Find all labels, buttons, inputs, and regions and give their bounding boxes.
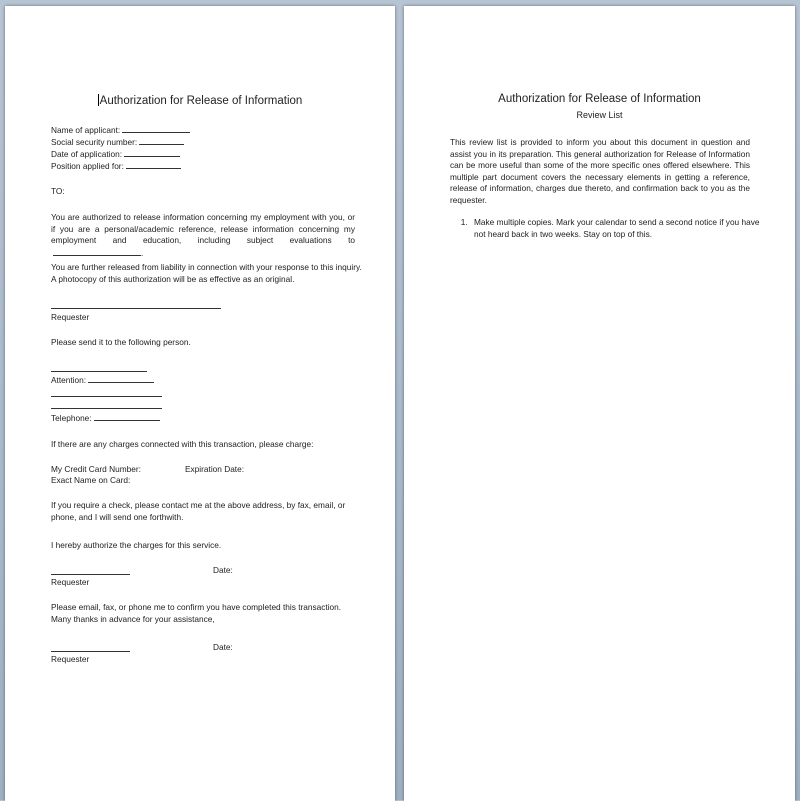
field-position-applied-for: Position applied for: <box>51 160 181 173</box>
address-line-1[interactable] <box>51 396 162 397</box>
check-paragraph: If you require a check, please contact me at the above address, by fax, email, or phone, and I will send one forthwith. <box>51 500 346 522</box>
document-page-1 <box>5 6 395 801</box>
signature-line-1[interactable] <box>51 308 221 309</box>
blank-line[interactable] <box>94 412 160 421</box>
blank-line[interactable] <box>126 160 181 169</box>
requester-label-1: Requester <box>51 312 90 322</box>
requester-label-2: Requester <box>51 577 90 587</box>
date-label-2: Date: <box>213 642 233 652</box>
review-list <box>450 217 770 240</box>
authorize-charges-text: I hereby authorize the charges for this service. <box>51 540 222 550</box>
blank-line[interactable] <box>53 247 141 256</box>
blank-line[interactable] <box>122 124 190 133</box>
text-cursor <box>98 94 99 106</box>
signature-line-2[interactable] <box>51 574 130 575</box>
confirm-paragraph: Please email, fax, or phone me to confirm you have completed this transaction. Many thanks in advance for your assistance, <box>51 602 342 624</box>
credit-card-label: My Credit Card Number: <box>51 464 141 474</box>
photocopy-text: A photocopy of this authorization will be as effective as an original. <box>51 274 295 284</box>
release-liability-text: You are further released from liability in connection with your response to this inquiry. <box>51 262 362 272</box>
field-date-of-application: Date of application: <box>51 148 180 161</box>
to-label: TO: <box>51 186 65 196</box>
authorization-paragraph: You are authorized to release information concerning my employment with you, or if you are a personal/academic reference, release information concerning my employment and education, including subject evaluations to. <box>51 212 355 258</box>
exact-name-label: Exact Name on Card: <box>51 475 131 485</box>
send-to-text: Please send it to the following person. <box>51 337 191 347</box>
page1-title: Authorization for Release of Information <box>99 95 303 107</box>
charges-intro: If there are any charges connected with this transaction, please charge: <box>51 439 314 449</box>
list-item: 1. Make multiple copies. Mark your calendar to send a second notice if you have not heard back in two weeks. Stay on top of this. <box>470 217 770 240</box>
attention-field: Attention: <box>51 374 154 387</box>
address-line-2[interactable] <box>51 408 162 409</box>
signature-line-3[interactable] <box>51 651 130 652</box>
blank-line[interactable] <box>139 136 184 145</box>
telephone-field: Telephone: <box>51 412 160 425</box>
requester-label-3: Requester <box>51 654 90 664</box>
blank-line[interactable] <box>124 148 180 157</box>
date-label-1: Date: <box>213 565 233 575</box>
review-intro: This review list is provided to inform you about this document in question and assist you in its preparation. This general authorization for Release of Information can be more useful than some of the more specific ones offered elsewhere. This multiple part document covers the necessary elements in getting a reference, release of information, charges due thereto, and confirmation back to you as the requester. <box>450 137 750 205</box>
blank-line[interactable] <box>88 374 154 383</box>
page2-title: Authorization for Release of Information <box>498 93 701 105</box>
document-page-2 <box>404 6 795 801</box>
field-name-of-applicant: Name of applicant: <box>51 124 190 137</box>
recipient-line[interactable] <box>51 371 147 372</box>
page2-subtitle: Review List <box>576 110 623 120</box>
expiration-date-label: Expiration Date: <box>185 464 245 474</box>
field-ssn: Social security number: <box>51 136 184 149</box>
